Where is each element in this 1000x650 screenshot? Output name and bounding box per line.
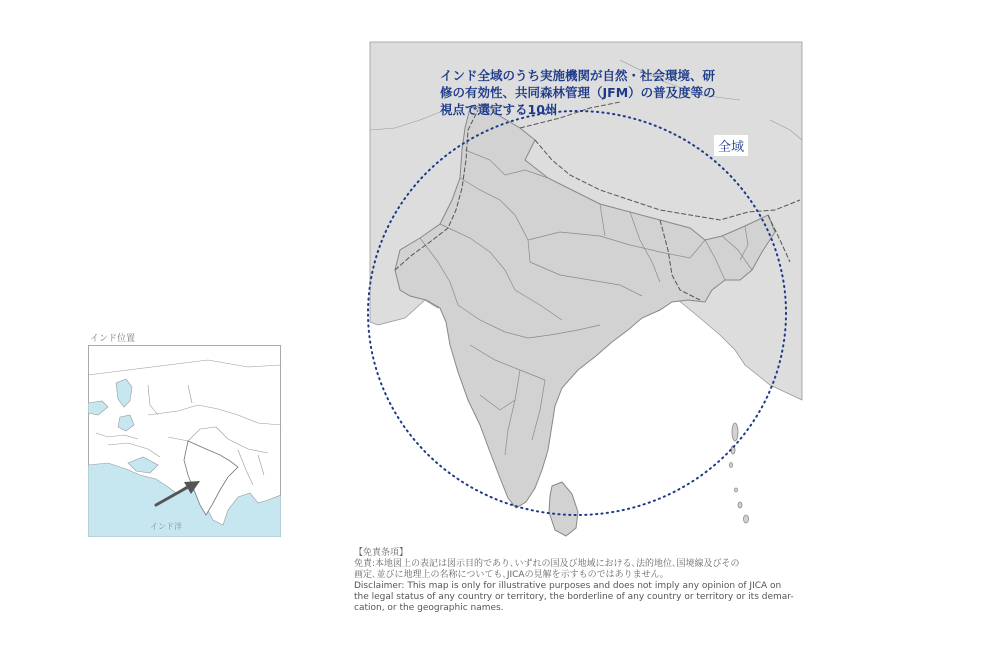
inset-map — [88, 345, 281, 537]
disclaimer-heading: 【免責条項】 — [354, 548, 409, 558]
region-label: 全域 — [714, 135, 748, 156]
disclaimer — [354, 548, 794, 614]
caption-line-1: インド全域のうち実施機関が自然・社会環境、研 — [440, 68, 716, 83]
map-caption — [440, 67, 770, 118]
disclaimer-en-line-2: the legal status of any country or territory, the borderline of any country or territory or its demar- — [354, 592, 794, 602]
caption-line-3: 視点で選定する10州 — [440, 102, 558, 117]
disclaimer-en-line-3: cation, or the geographic names. — [354, 603, 504, 613]
sri-lanka — [549, 482, 578, 536]
inset-sea-label: インド洋 — [150, 522, 182, 531]
disclaimer-jp-line-2: 画定､並びに地理上の名称についても､JICAの見解を示すものではありません｡ — [354, 570, 665, 580]
andaman-islands — [729, 423, 748, 523]
caption-line-2: 修の有効性、共同森林管理（JFM）の普及度等の — [440, 85, 716, 100]
disclaimer-en-line-1: Disclaimer: This map is only for illustrative purposes and does not imply any opinion of JICA on — [354, 581, 782, 591]
disclaimer-jp-line-1: 免責:本地図上の表記は図示目的であり､いずれの国及び地域における､法的地位､国境線及びその — [354, 559, 740, 569]
inset-title: インド位置 — [90, 334, 136, 344]
